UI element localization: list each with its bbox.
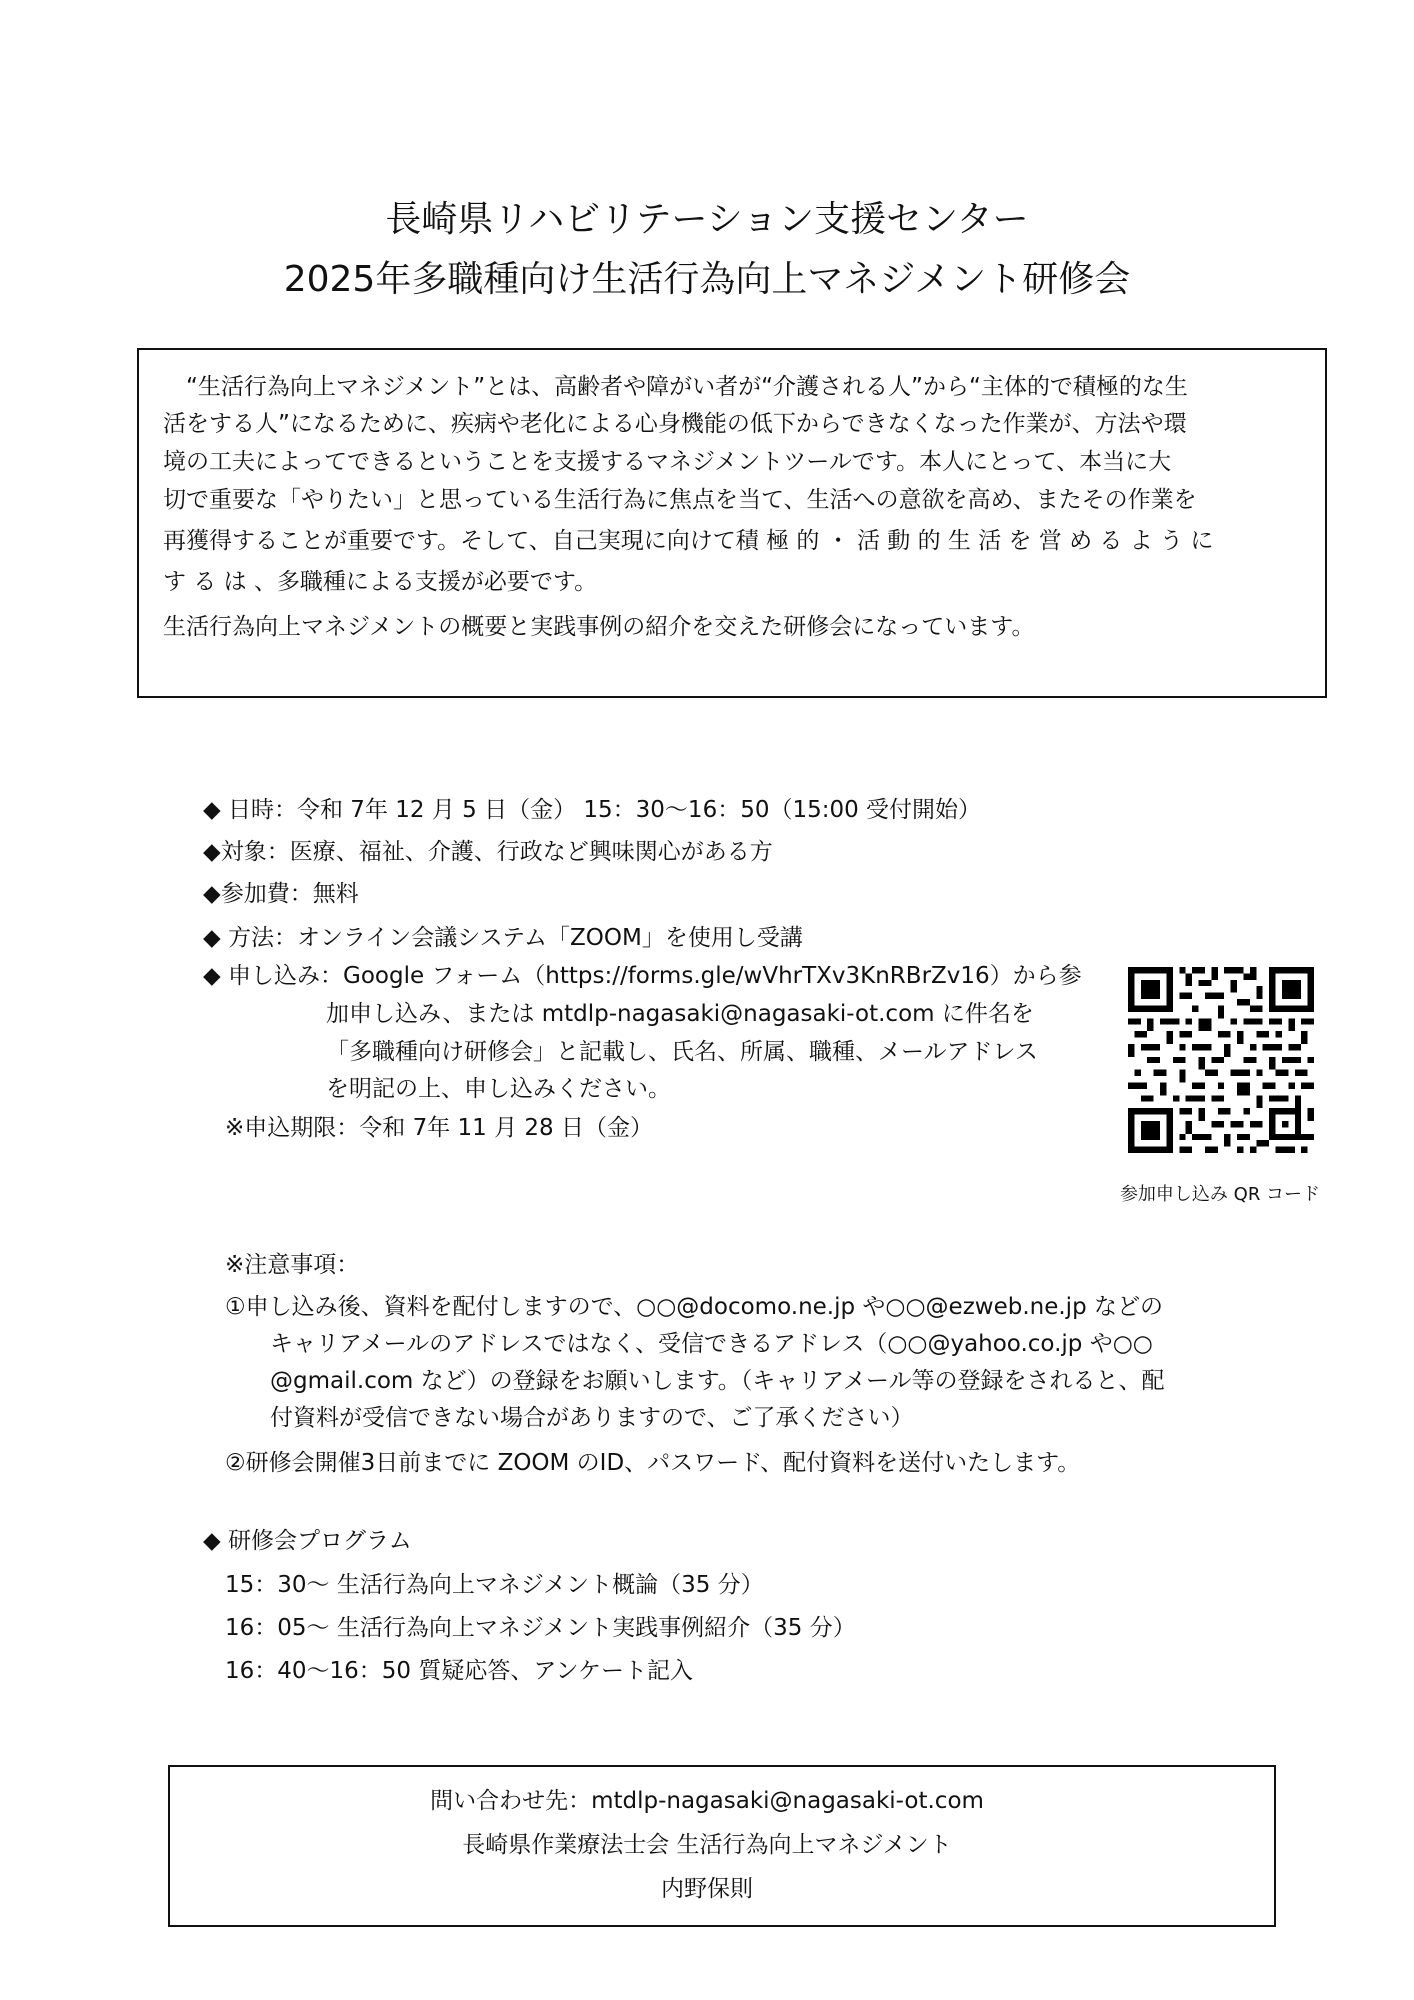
note-line: 付資料が受信できない場合がありますので、ご了承ください） <box>270 1405 914 1431</box>
apply-line: 「多職種向け研修会」と記載し、氏名、所属、職種、メールアドレス <box>326 1039 1038 1065</box>
qr-caption: 参加申し込み QR コード <box>1119 1184 1321 1205</box>
contact-line: 長崎県作業療法士会 生活行為向上マネジメント <box>462 1832 952 1858</box>
intro-line: 活をする人”になるために、疾病や老化による心身機能の低下からできなくなった作業が、方法や環 <box>163 411 1187 437</box>
program-item: 16：05〜 生活行為向上マネジメント実践事例紹介（35 分） <box>225 1615 856 1641</box>
apply-line: 加申し込み、または mtdlp-nagasaki@nagasaki-ot.com に件名を <box>326 1001 1034 1027</box>
note-line: ②研修会開催3日前までに ZOOM のID、パスワード、配付資料を送付いたします。 <box>225 1450 1081 1476</box>
intro-line: 再獲得することが重要です。そして、自己実現に向けて積 極 的 ・ 活 動 的 生 活 を 営 め る よ う に <box>163 528 1214 554</box>
qr-code-icon[interactable] <box>1128 967 1314 1153</box>
intro-line: 生活行為向上マネジメントの概要と実践事例の紹介を交えた研修会になっています。 <box>163 614 1035 640</box>
program-item: 15：30〜 生活行為向上マネジメント概論（35 分） <box>225 1572 764 1598</box>
apply-deadline: ※申込期限：令和 7年 11 月 28 日（金） <box>225 1115 653 1141</box>
note-line: @gmail.com など）の登録をお願いします。（キャリアメール等の登録をされると、配 <box>270 1368 1165 1394</box>
event-date: ◆ 日時：令和 7年 12 月 5 日（金） 15：30〜16：50（15:00 受付開始） <box>203 797 982 823</box>
note-line: ①申し込み後、資料を配付しますので、○○@docomo.ne.jp や○○@ezweb.ne.jp などの <box>225 1294 1163 1320</box>
event-target: ◆対象：医療、福祉、介護、行政など興味関心がある方 <box>203 839 773 865</box>
intro-line: 切で重要な「やりたい」と思っている生活行為に焦点を当て、生活への意欲を高め、またその作業を <box>163 487 1197 513</box>
contact-line: 内野保則 <box>661 1876 753 1902</box>
page-title: 長崎県リハビリテーション支援センター <box>385 199 1029 240</box>
program-heading: ◆ 研修会プログラム <box>203 1528 412 1554</box>
contact-line: 問い合わせ先：mtdlp-nagasaki@nagasaki-ot.com <box>430 1788 984 1814</box>
notes-heading: ※注意事項： <box>225 1252 360 1278</box>
program-item: 16：40〜16：50 質疑応答、アンケート記入 <box>225 1658 693 1684</box>
note-line: キャリアメールのアドレスではなく、受信できるアドレス（○○@yahoo.co.jp や○○ <box>270 1331 1153 1357</box>
page-subtitle: 2025年多職種向け生活行為向上マネジメント研修会 <box>283 259 1131 300</box>
apply-line: ◆ 申し込み：Google フォーム（https://forms.gle/wVhrTXv3KnRBrZv16）から参 <box>203 963 1082 989</box>
intro-line: “生活行為向上マネジメント”とは、高齢者や障がい者が“介護される人”から“主体的で積極的な生 <box>163 374 1188 400</box>
event-fee: ◆参加費：無料 <box>203 881 359 907</box>
event-method: ◆ 方法：オンライン会議システム「ZOOM」を使用し受講 <box>203 925 803 951</box>
intro-line: 境の工夫によってできるということを支援するマネジメントツールです。本人にとって、本当に大 <box>163 449 1172 475</box>
apply-line: を明記の上、申し込みください。 <box>326 1076 671 1102</box>
intro-line: す る は 、多職種による支援が必要です。 <box>163 569 598 595</box>
